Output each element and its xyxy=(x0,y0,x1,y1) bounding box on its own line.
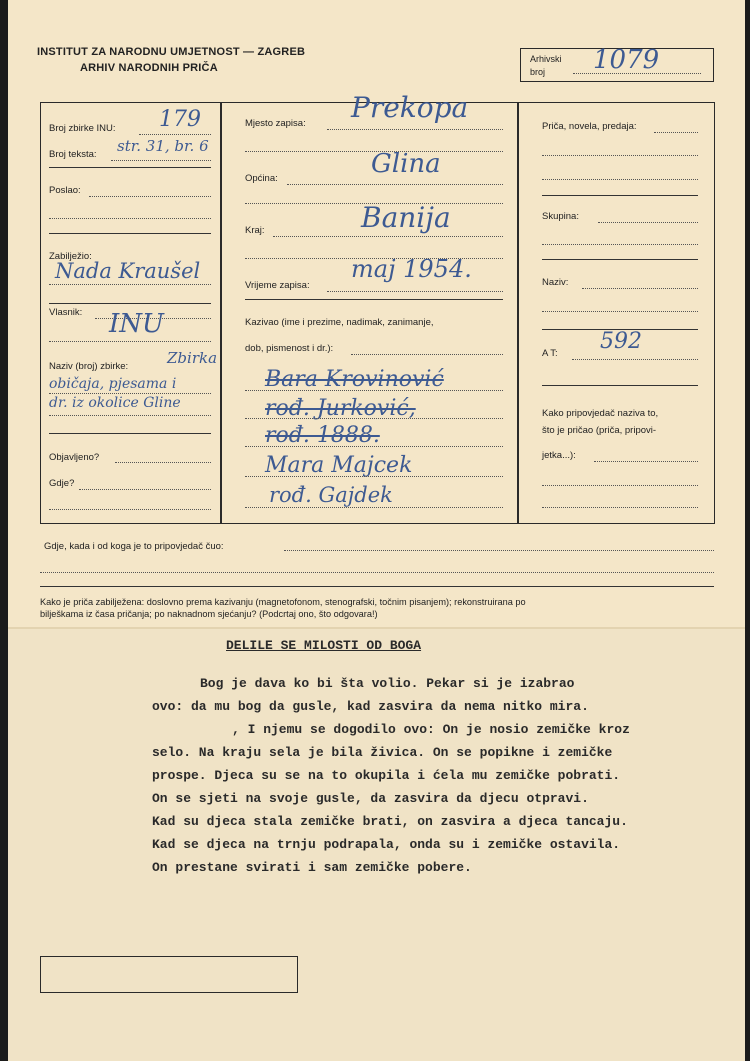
story-line-9: On prestane svirati i sam zemičke pobere. xyxy=(152,860,472,875)
genre-label: Priča, novela, predaja: xyxy=(542,121,637,132)
story-line-8: Kad se djeca na trnju podrapala, onda su i zemičke ostavila. xyxy=(152,837,621,852)
place-label: Mjesto zapisa: xyxy=(245,118,306,129)
text-number-value: str. 31, br. 6 xyxy=(117,137,209,155)
place-value: Prekopa xyxy=(351,91,469,124)
narrator-line-5: rođ. Gajdek xyxy=(269,483,393,507)
collection-name-value-3: dr. iz okolice Gline xyxy=(49,395,181,411)
middle-column-box xyxy=(220,91,519,524)
story-line-5: prospe. Djeca su se na to okupila i ćela mu zemičke pobrati. xyxy=(152,768,621,783)
narrator-term-label-3: jetka...): xyxy=(542,450,576,461)
story-line-7: Kad su djeca stala zemičke brati, on zasvira a djeca tancaju. xyxy=(152,814,628,829)
collection-number-label: Broj zbirke INU: xyxy=(49,123,116,134)
archive-number-label-2: broj xyxy=(530,67,546,77)
narrator-term-label-2: što je pričao (priča, pripovi- xyxy=(542,425,657,436)
archive-number-box xyxy=(520,45,714,82)
narrator-line-1: Bara Krovinović xyxy=(265,367,444,392)
story-line-3: , I njemu se dogodilo ovo: On je nosio zemičke kroz xyxy=(232,722,630,737)
empty-stamp-box xyxy=(40,956,298,993)
municipality-value: Glina xyxy=(371,149,441,179)
story-line-6: On se sjeti na svoje gusle, da zasvira da djecu otpravi. xyxy=(152,791,589,806)
institute-title: INSTITUT ZA NARODNU UMJETNOST — ZAGREB xyxy=(37,46,306,58)
narrator-line-3: rođ. 1888. xyxy=(265,423,380,448)
sender-label: Poslao: xyxy=(49,185,81,196)
recorder-value: Nada Kraušel xyxy=(55,259,201,283)
how-recorded-line-1: Kako je priča zabilježena: doslovno prema kazivanju (magnetofonom, stenografski, točnim pisanjem); rekonstruirana po xyxy=(40,597,526,607)
at-label: A T: xyxy=(542,348,558,359)
left-column-box xyxy=(40,102,222,524)
time-label: Vrijeme zapisa: xyxy=(245,280,310,291)
archive-number-label-1: Arhivski xyxy=(530,54,562,64)
collection-name-value-1: Zbirka xyxy=(167,349,218,367)
text-number-label: Broj teksta: xyxy=(49,149,97,160)
archive-title: ARHIV NARODNIH PRIČA xyxy=(80,62,218,74)
story-line-4: selo. Na kraju sela je bila živica. On se popikne i zemičke xyxy=(152,745,613,760)
narrator-line-2: rođ. Jurković, xyxy=(265,396,416,421)
narrator-term-label-1: Kako pripovjedač naziva to, xyxy=(542,408,659,419)
narrator-label-2: dob, pismenost i dr.): xyxy=(245,343,334,354)
where-when-label: Gdje, kada i od koga je to pripovjedač čuo: xyxy=(44,541,224,552)
where-published-label: Gdje? xyxy=(49,478,75,489)
collection-name-label: Naziv (broj) zbirke: xyxy=(49,361,129,372)
published-label: Objavljeno? xyxy=(49,452,100,463)
region-value: Banija xyxy=(361,201,451,234)
story-line-2: ovo: da mu bog da gusle, kad zasvira da nema nitko mira. xyxy=(152,699,589,714)
at-value: 592 xyxy=(600,329,642,354)
collection-number-value: 179 xyxy=(159,107,201,132)
archive-form-page xyxy=(8,0,745,1061)
collection-name-value-2: običaja, pjesama i xyxy=(49,376,177,392)
archive-number-value: 1079 xyxy=(593,45,660,75)
time-value: maj 1954. xyxy=(351,255,472,283)
story-line-1: Bog je dava ko bi šta volio. Pekar si je izabrao xyxy=(200,676,575,691)
how-recorded-line-2: bilješkama iz časa pričanja; po naknadnom sjećanju? (Podcrtaj ono, što odgovara!) xyxy=(40,609,378,619)
story-title: DELILE SE MILOSTI OD BOGA xyxy=(226,638,422,653)
narrator-line-4: Mara Majcek xyxy=(265,453,413,478)
narrator-label-1: Kazivao (ime i prezime, nadimak, zanimanje, xyxy=(245,317,434,328)
group-label: Skupina: xyxy=(542,211,579,222)
right-column-box xyxy=(517,102,715,524)
region-label: Kraj: xyxy=(245,225,265,236)
municipality-label: Općina: xyxy=(245,173,278,184)
recorder-label: Zabilježio: xyxy=(49,251,92,262)
name-label: Naziv: xyxy=(542,277,569,288)
owner-value: INU xyxy=(109,309,164,339)
page-fold xyxy=(8,627,745,629)
owner-label: Vlasnik: xyxy=(49,307,83,318)
